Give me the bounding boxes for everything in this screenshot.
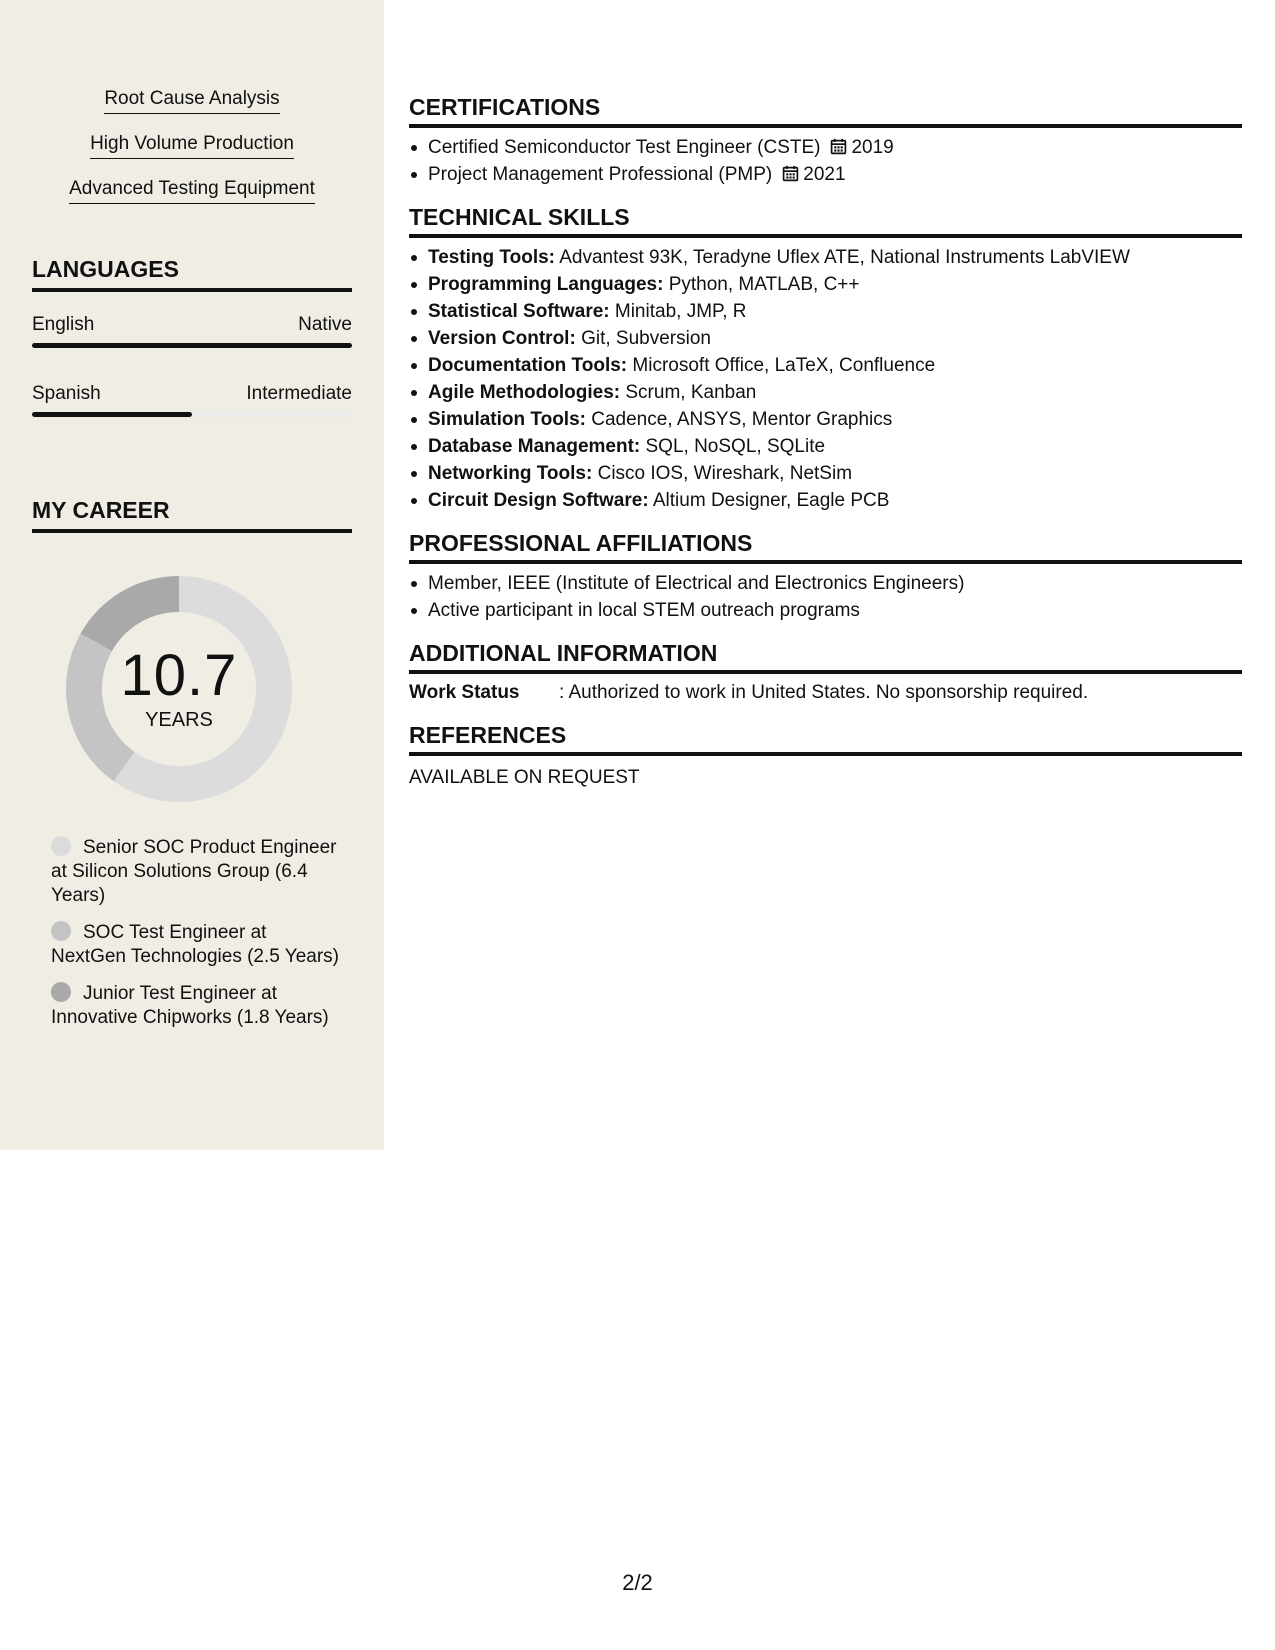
certifications-heading: CERTIFICATIONS: [409, 92, 1242, 128]
skill-item: [409, 244, 1242, 271]
skill-item: [409, 406, 1242, 433]
skill-item: [409, 298, 1242, 325]
skill-tag: High Volume Production: [90, 131, 294, 159]
technical-skills-list: [409, 244, 1242, 514]
certifications-section: [409, 92, 1242, 188]
skill-category: Networking Tools:: [428, 463, 593, 484]
references-section: [409, 720, 1242, 791]
language-name: Spanish: [32, 383, 101, 404]
language-level: Native: [298, 314, 352, 335]
skill-tags: [0, 86, 384, 221]
work-status-value: : Authorized to work in United States. No sponsorship required.: [559, 682, 1089, 703]
certification-year: 2021: [803, 164, 846, 185]
certification-item: [409, 134, 1242, 161]
skill-item: [409, 352, 1242, 379]
language-proficiency-fill: [32, 343, 352, 348]
skill-values: Advantest 93K, Teradyne Uflex ATE, National Instruments LabVIEW: [555, 247, 1130, 268]
references-text: AVAILABLE ON REQUEST: [409, 767, 640, 788]
skill-category: Circuit Design Software:: [428, 490, 649, 511]
skill-values: Git, Subversion: [575, 328, 711, 349]
certifications-list: [409, 134, 1242, 188]
skill-tag: Root Cause Analysis: [104, 86, 279, 114]
sidebar: [0, 0, 384, 1150]
affiliation-item: Member, IEEE (Institute of Electrical and Electronics Engineers): [409, 570, 1242, 597]
additional-info-heading: ADDITIONAL INFORMATION: [409, 638, 1242, 674]
skill-category: Agile Methodologies:: [428, 382, 621, 403]
page-number: 2/2: [622, 1570, 653, 1595]
skill-values: Altium Designer, Eagle PCB: [648, 490, 890, 511]
career-legend-item: [51, 921, 341, 969]
skill-values: Microsoft Office, LaTeX, Confluence: [627, 355, 936, 376]
skill-values: SQL, NoSQL, SQLite: [640, 436, 826, 457]
additional-info-section: [409, 638, 1242, 706]
skill-tag: Advanced Testing Equipment: [69, 176, 315, 204]
skill-item: [409, 487, 1242, 514]
affiliations-list: [409, 570, 1242, 624]
affiliations-section: [409, 528, 1242, 624]
career-legend-label: SOC Test Engineer at NextGen Technologies (2.5 Years): [51, 922, 339, 967]
skill-values: Python, MATLAB, C++: [663, 274, 860, 295]
skill-category: Programming Languages:: [428, 274, 664, 295]
language-proficiency-fill: [32, 412, 192, 417]
skill-category: Testing Tools:: [428, 247, 556, 268]
technical-skills-heading: TECHNICAL SKILLS: [409, 202, 1242, 238]
language-level: Intermediate: [246, 383, 352, 404]
skill-item: [409, 433, 1242, 460]
career-total: [66, 576, 292, 802]
career-heading: MY CAREER: [32, 495, 352, 533]
career-legend-item: [51, 982, 341, 1030]
skill-category: Database Management:: [428, 436, 641, 457]
certification-year: 2019: [851, 137, 894, 158]
references-heading: REFERENCES: [409, 720, 1242, 756]
career-legend-swatch: [51, 836, 71, 856]
work-status-label: Work Status: [409, 682, 520, 703]
language-proficiency-bar: [32, 343, 352, 348]
languages-heading: LANGUAGES: [32, 254, 352, 292]
career-legend-label: Senior SOC Product Engineer at Silicon Solutions Group (6.4 Years): [51, 837, 337, 906]
skill-category: Documentation Tools:: [428, 355, 628, 376]
technical-skills-section: [409, 202, 1242, 514]
career-legend-swatch: [51, 982, 71, 1002]
certification-name: Project Management Professional (PMP): [428, 164, 773, 185]
work-status-row: [409, 679, 1242, 706]
career-legend: [51, 836, 341, 1043]
affiliation-item: Active participant in local STEM outreach programs: [409, 597, 1242, 624]
skill-item: [409, 271, 1242, 298]
skill-item: [409, 325, 1242, 352]
certification-name: Certified Semiconductor Test Engineer (CSTE): [428, 137, 821, 158]
skill-category: Simulation Tools:: [428, 409, 586, 430]
calendar-icon: [782, 165, 799, 182]
skill-values: Cisco IOS, Wireshark, NetSim: [592, 463, 853, 484]
affiliations-heading: PROFESSIONAL AFFILIATIONS: [409, 528, 1242, 564]
skill-values: Cadence, ANSYS, Mentor Graphics: [585, 409, 893, 430]
language-row: [32, 382, 352, 406]
skill-values: Scrum, Kanban: [620, 382, 757, 403]
career-legend-label: Junior Test Engineer at Innovative Chipworks (1.8 Years): [51, 983, 329, 1028]
career-total-unit: YEARS: [145, 709, 213, 731]
career-legend-item: [51, 836, 341, 908]
skill-item: [409, 460, 1242, 487]
main-content: [409, 92, 1242, 805]
language-row: [32, 313, 352, 337]
skill-category: Version Control:: [428, 328, 576, 349]
calendar-icon: [830, 138, 847, 155]
language-name: English: [32, 314, 95, 335]
career-legend-swatch: [51, 921, 71, 941]
certification-item: [409, 161, 1242, 188]
career-total-years: 10.7: [120, 643, 238, 708]
skill-values: Minitab, JMP, R: [609, 301, 747, 322]
language-proficiency-bar: [32, 412, 352, 417]
skill-category: Statistical Software:: [428, 301, 610, 322]
skill-item: [409, 379, 1242, 406]
